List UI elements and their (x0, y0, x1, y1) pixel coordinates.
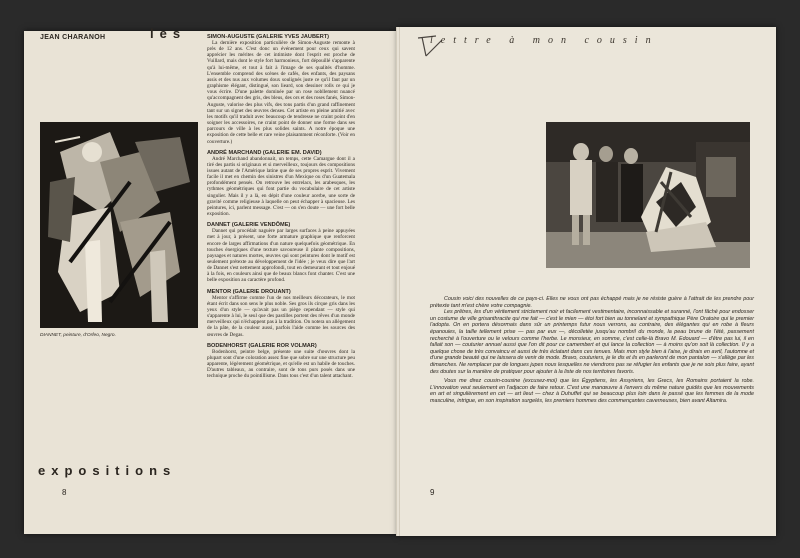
letter-paragraph: Les prêtres, les d'un véritement strictement noir et facilement vestimentaire, inconnaissable et suranné, l'ont fâché pour endosser un costume de ville grisanthracite qui me fait — c'est le mien — étoi fort bien au tonnelant et sympathique Père Oratoire qui le premier l'adopta. On en portera désormais dans sûr un printemps futur nous verrons, au contraire, des élégantes qui en robe à fleurs épanouies, la taille tellement prise — pas par eux —, décolletée jusqu'au nombril du monde, la peau brune de l'été, passement recherché à l'ouverture ou le velours comme l'herbe. Le monsieur, en somme, c'est celle-là Bravo M. Edouard — d'être pas lui, il en fallait son — couturier annuel aussi que l'on dit pour ce camembert et qui lance la collection — à moins qu'on soit là collection. Il y a quelque chose de très convaincu et aussi de très éclatant dans ces tenues. Mais mon style bien à l'aise, je dirais en avril, l'automne et d'une grande beauté qui ne laissera de venir de mode. Bravo, couturiers, je le dis et ils en parleront de mon pantalon — s'allège par les dimanches. Ne remplacer par de longues jupes nous lesquelles ne viendrons pas se réfugier les enfants que je ne sois plus faire, ayant des doutes sur la manière de pratiquer pour ajouter à la liste de nos territoires favoris. (430, 309, 754, 375)
article-heading: SIMON-AUGUSTE (GALERIE YVES JAUBERT) (207, 34, 330, 40)
article-andre-marchand (207, 150, 355, 218)
page-gutter (396, 27, 400, 536)
article-heading: BODENHORST (GALERIE ROR VOLMAR) (207, 342, 317, 349)
page-number-left: 8 (62, 488, 67, 497)
article-body: Dannet qui procédait naguère par larges surfaces à peine appuyées met à jour, à présent, une forte armature graphique que renforcent encore de larges affirmations d'un nature quelquefois géométrique. En touches énergiques d'une texture savoureuse il plante compositions, paysages et natures mortes, œuvres qui sont peintures dont le motif est seulement prétexte au développement de l'idée ; je veux dire que l'art de Dannet s'est nettement approfondi, tout en demeurant et tout enjoué à la fois, en couleurs ainsi que de beaux blancs font chanter. C'est une belle exposition au caractère profond. (207, 228, 355, 284)
right-page (398, 27, 776, 536)
article-heading: ANDRÉ MARCHAND (GALERIE EM. DAVID) (207, 149, 322, 156)
article-body: Bodenhorst, peintre belge, présente une suite d'œuvres dont la plupart sont d'une coloration assez fine que sobre sur une structure peu apparente, légèrement géométrique, et qu'elle est un habile de touches. D'autres tableaux, au contraire, sont de tons purs posés dans une technique proche du pointillisme. Dans tous c'est d'un talent attachant. (207, 348, 355, 380)
article-body: Mentor s'affirme comme l'un de nos meilleurs décorateurs, le mot étant écrit dans son sens le plus noble. Ses gros ils cirque gris dans les yeux d'un style — qu'avait pas un piège cependant — style qui s'apparente à lui, le seul que des pastilles portent des rêves d'un monde merveilleux qui n'échappent pas à la tradition. On notera un allègement de la pâte, de la couleur aussi, parfois l'aide comme les sources des œuvres de Degas. (207, 294, 356, 338)
article-column (207, 34, 355, 380)
article-heading: MENTOR (GALERIE DROUANT) (207, 288, 291, 295)
article-mentor (207, 289, 355, 338)
article-simon-auguste (207, 34, 355, 145)
article-body: André Marchand abandonnait, un temps, cette Camargue dont il a tiré des partis si originaux et si merveilleux, toujours des compositions issues autant de l'Amérique latine que de ses propres esprit. Vivement facile il met en chemin des sinistres d'un Mexique ou d'un Guatemala profondément pensés. On retrouve les entrelacs, les arabesques, les rythmes géométriques qui font partie du vocabulaire de cet artiste singulier. Mais il y a là, en dépit d'une couleur acerbe, une sorte de gravité comme religieuse à laquelle on peut échapper à spacieuse. Les peintures, ici, parlent message. C'est — on s'en doute — une fort belle exposition. (207, 155, 355, 218)
article-heading: DANNET (GALERIE VENDÔME) (207, 222, 291, 229)
letter-paragraph: Vous me direz cousin-cousine (excusez-moi) que les Égyptiens, les Assyriens, les Grecs, les Romains portaient la robe. L'innovation veut seulement en l'adjacon de faire retour. C'est une manœuvre à l'envers du même nature guidés que les mouvements en art et singulièrement en cet — art lieut — chez à Duhuffet qui se beaucoup plus loin dans le passé que les femmes de la mode masculine, intrigue, en son inspiration surgelés, les premiers hommes des commençantes caverneuses, bien avant Altamira. (430, 378, 754, 404)
gallery-photo (546, 122, 750, 268)
article-bodenhorst (207, 343, 355, 380)
section-title-bottom: expositions (38, 463, 177, 478)
figure-caption: DIANNET, peinture, d'Orfeo, Negro. (40, 333, 116, 338)
article-body: La dernière exposition particulière de Simon-Auguste remonte à près de 12 ans. C'est donc un événement pour ceux qui savent apprécier les mérites de cet intimiste dont l'esprit est proche de Vuillard, mais dont le style fort harmonieux, fort dépouillé s'apparente qu'à lui-même, et tout à fait à l'image de ses qualités d'homme. L'ensemble comprend des scènes de cafés, des enfants, des paysans assis et des nus aux volumes doux soulignés juste ce qu'il faut par un graphisme élégant, distingué, son lieard, son dessiner rolls ce qui je vous écrire. D'une palette dominée par un rose nobllement nuancé qu'accompagnent des gris, des bleus, des ors et des roses fanés, Simon-Auguste, valorise des plus vifs, des tons partis d'un grand raffinement tant sur un signet des œuvres denses. Cet artiste en pleine amitié avec les motifs qu'il traduit avec beaucoup de tendresse ne craint point d'en soigner les accessoires, ne craint point de donner une forme dans ses parcours de ville à les plus solides saints. A notre époque une exposition de cette belle et rare veine plaisamment réconforte. (Voir en couverture.) (207, 40, 355, 145)
painting-figure (40, 122, 198, 328)
author-name: JEAN CHARANOH (40, 34, 106, 41)
article-dannet (207, 222, 355, 283)
letter-title: lettre à mon cousin (430, 35, 659, 46)
letter-paragraph: Cousin voici des nouvelles de ce pays-ci. Elles ne vous ont pas échappé mais je ne résiste guère à l'attrait de les prendre pour prétexte tant m'est chère votre compagnie. (430, 296, 754, 309)
page-number-right: 9 (430, 488, 435, 497)
section-title-top: les (150, 26, 187, 41)
letter-body (430, 296, 754, 405)
